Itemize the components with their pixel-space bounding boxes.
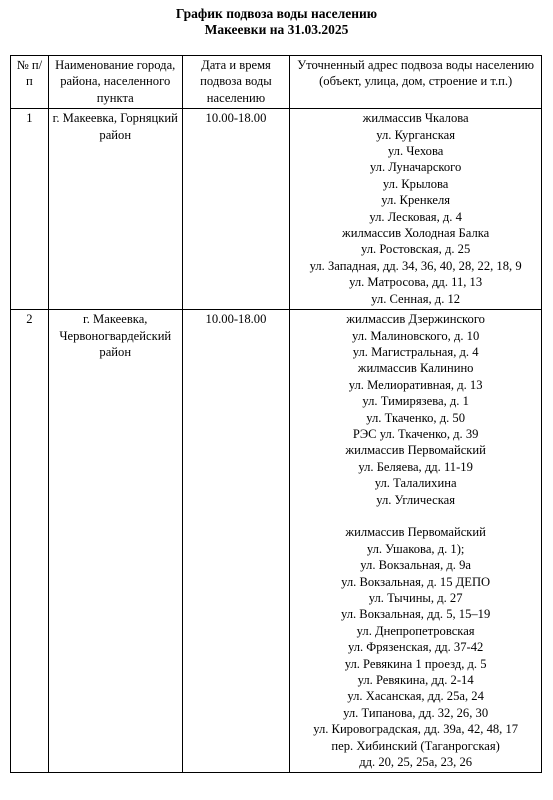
address-line: ул. Курганская — [376, 127, 456, 142]
address-line: жилмассив Чкалова — [362, 111, 469, 126]
address-line: дд. 20, 25, 25а, 23, 26 — [359, 755, 473, 770]
address-line: ул. Вокзальная, д. 9а — [360, 558, 471, 573]
address-line: ул. Тычины, д. 27 — [368, 590, 463, 605]
address-line: ул. Кренкеля — [381, 193, 451, 208]
address-line: ул. Кировоградская, дд. 39а, 42, 48, 17 — [313, 722, 519, 737]
address-line: ул. Вокзальная, д. 15 ДЕПО — [341, 574, 491, 589]
address-line: ул. Ткаченко, д. 50 — [366, 410, 466, 425]
table-row — [11, 109, 542, 310]
address-line: ул. Магистральная, д. 4 — [352, 344, 479, 359]
address-line: ул. Днепропетровская — [356, 623, 475, 638]
row-area: г. Макеевка, Червоногвардейский район — [48, 310, 182, 773]
row-addresses — [290, 310, 542, 773]
water-delivery-table — [10, 55, 542, 773]
address-line: ул. Сенная, д. 12 — [371, 291, 461, 306]
address-line: ул. Лесковая, д. 4 — [369, 209, 462, 224]
blank-line — [293, 508, 538, 524]
address-line: ул. Фрязенская, дд. 37-42 — [347, 640, 484, 655]
address-line: жилмассив Дзержинского — [346, 312, 485, 327]
address-line: ул. Хасанская, дд. 25а, 24 — [347, 689, 484, 704]
header-area: Наименование города, района, населенного пункта — [48, 56, 182, 109]
row-time: 10.00-18.00 — [182, 310, 290, 773]
address-line: РЭС ул. Ткаченко, д. 39 — [352, 426, 479, 441]
address-line: жилмассив Первомайский — [345, 443, 486, 458]
row-number: 2 — [11, 310, 49, 773]
address-line: ул. Ростовская, д. 25 — [361, 242, 471, 257]
address-line: ул. Талалихина — [374, 476, 457, 491]
address-line: ул. Малиновского, д. 10 — [352, 328, 480, 343]
header-address: Уточненный адрес подвоза воды населению (объект, улица, дом, строение и т.п.) — [290, 56, 542, 109]
address-line: ул. Беляева, дд. 11-19 — [358, 459, 473, 474]
row-area: г. Макеевка, Горняцкий район — [48, 109, 182, 310]
address-line: ул. Ревякина, дд. 2-14 — [357, 673, 474, 688]
row-addresses — [290, 109, 542, 310]
address-line: ул. Вокзальная, дд. 5, 15–19 — [340, 607, 491, 622]
address-line: ул. Ушакова, д. 1); — [366, 541, 465, 556]
address-line: ул. Чехова — [387, 144, 444, 159]
address-line: жилмассив Холодная Балка — [342, 226, 490, 241]
address-line: ул. Западная, дд. 34, 36, 40, 28, 22, 18, 9 — [309, 258, 522, 273]
address-line: пер. Хибинский (Таганрогская) — [331, 738, 500, 753]
document-title — [0, 0, 553, 38]
address-line: ул. Мелиоративная, д. 13 — [348, 377, 483, 392]
address-line: ул. Типанова, дд. 32, 26, 30 — [343, 705, 489, 720]
header-number: № п/п — [11, 56, 49, 109]
address-line: ул. Углическая — [376, 492, 456, 507]
address-line: ул. Матросова, дд. 11, 13 — [349, 275, 483, 290]
address-line: ул. Ревякина 1 проезд, д. 5 — [344, 656, 487, 671]
header-datetime: Дата и время подвоза воды населению — [182, 56, 290, 109]
header-row — [11, 56, 542, 109]
row-time: 10.00-18.00 — [182, 109, 290, 310]
title-line-2: Макеевки на 31.03.2025 — [204, 22, 349, 37]
address-line: ул. Тимирязева, д. 1 — [362, 394, 469, 409]
address-line: ул. Луначарского — [369, 160, 462, 175]
table-row — [11, 310, 542, 773]
address-line: ул. Крылова — [382, 176, 449, 191]
address-line: жилмассив Калинино — [357, 361, 474, 376]
row-number: 1 — [11, 109, 49, 310]
address-line: жилмассив Первомайский — [345, 525, 486, 540]
title-line-1: График подвоза воды населению — [175, 6, 378, 21]
